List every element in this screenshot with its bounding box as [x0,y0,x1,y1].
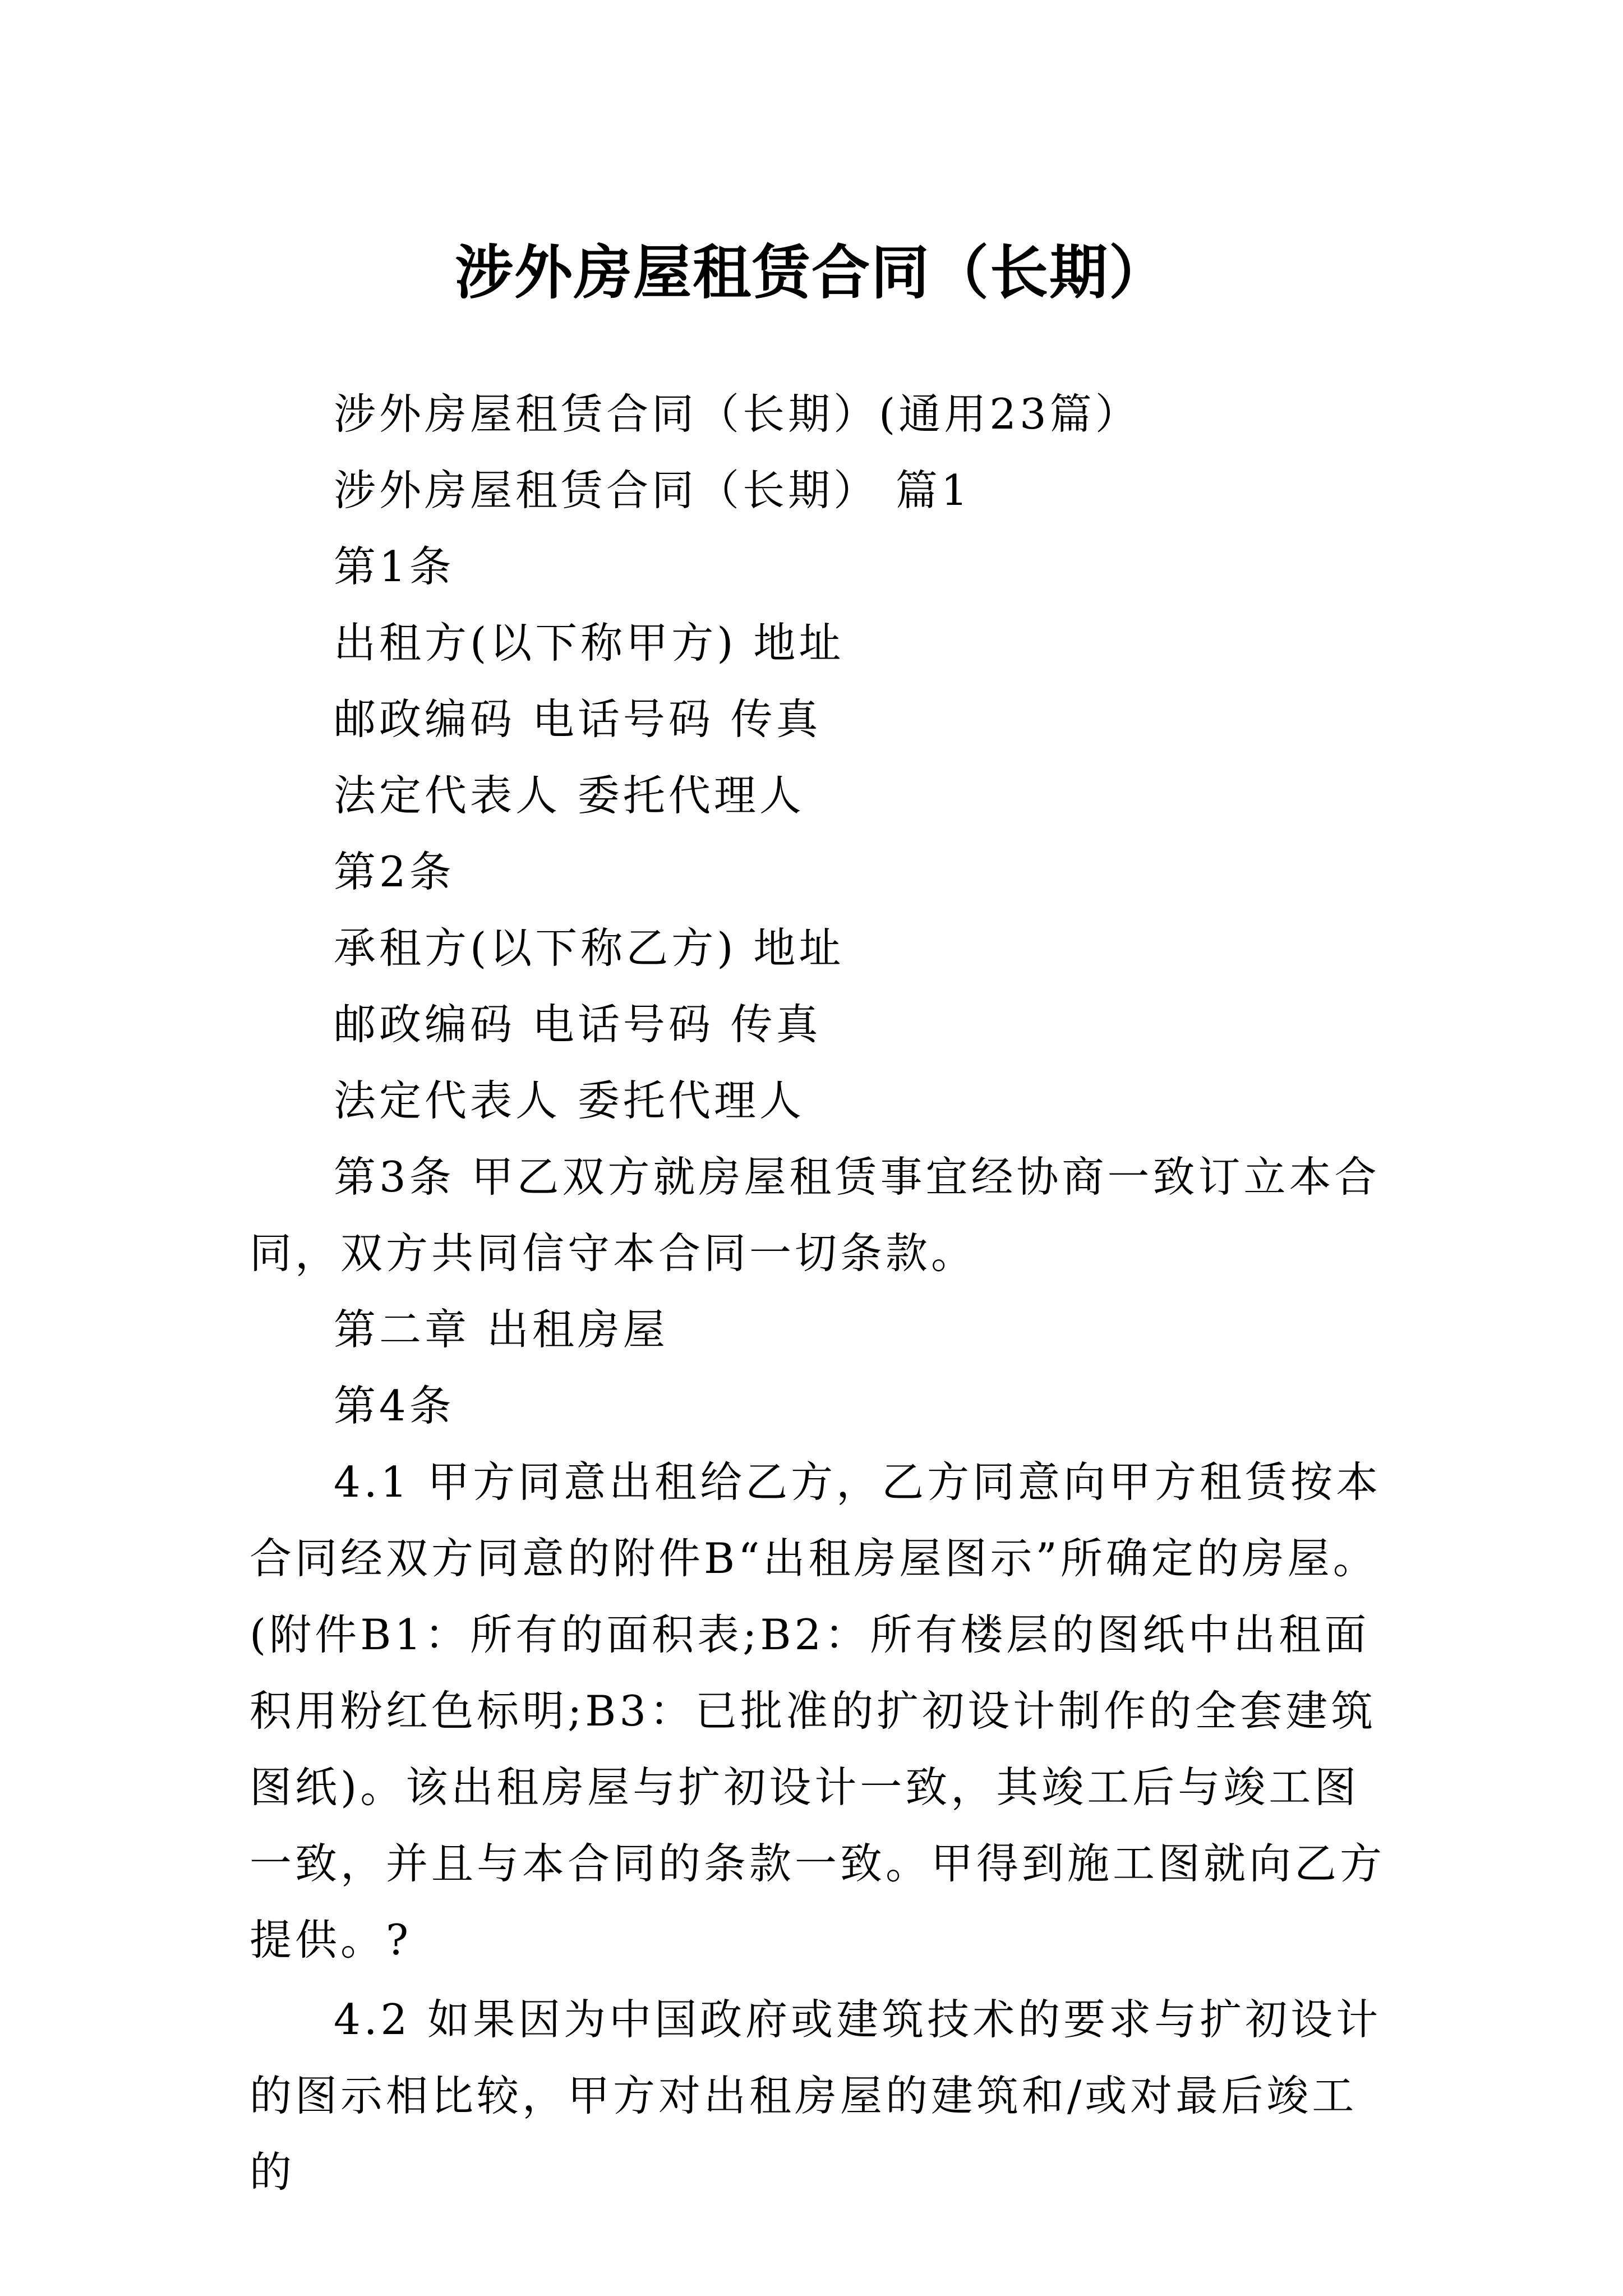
paragraph-clause-2: 第2条 [334,847,455,896]
paragraph-lessor-address: 出租方(以下称甲方) 地址 [334,618,845,668]
paragraph-chapter-2: 第二章 出租房屋 [334,1305,668,1354]
paragraph-lessee-representative: 法定代表人 委托代理人 [334,1076,805,1125]
paragraph-lessee-contact: 邮政编码 电话号码 传真 [334,1000,822,1049]
paragraph-lessee-address: 承租方(以下称乙方) 地址 [334,923,845,973]
paragraph-clause-4-2: 4.2 如果因为中国政府或建筑技术的要求与扩初设计的图示相比较，甲方对出租房屋的建筑和/或对最后竣工的 [250,1995,1382,2197]
document-title: 涉外房屋租赁合同（长期） [454,237,1168,307]
paragraph-article-heading: 涉外房屋租赁合同（长期） 篇1 [334,466,971,515]
paragraph-clause-3: 第3条 甲乙双方就房屋租赁事宜经协商一致订立本合同，双方共同信守本合同一切条款。 [250,1152,1380,1278]
paragraph-clause-1: 第1条 [334,542,455,591]
paragraph-lessor-contact: 邮政编码 电话号码 传真 [334,694,822,744]
paragraph-clause-4-1: 4.1 甲方同意出租给乙方，乙方同意向甲方租赁按本合同经双方同意的附件B“出租房屋图示”所确定的房屋。(附件B1：所有的面积表;B2：所有楼层的图纸中出租面积用粉红色标明;B3：已批准的扩初设计制作的全套建筑图纸)。该出租房屋与扩初设计一致，其竣工后与竣工图一致，并且与本合同的条款一致。甲得到施工图就向乙方提供。? [250,1457,1386,1964]
document-body [250,376,1399,2210]
paragraph-collection-title: 涉外房屋租赁合同（长期）(通用23篇） [334,389,1141,439]
paragraph-clause-4: 第4条 [334,1381,455,1430]
paragraph-lessor-representative: 法定代表人 委托代理人 [334,771,805,820]
